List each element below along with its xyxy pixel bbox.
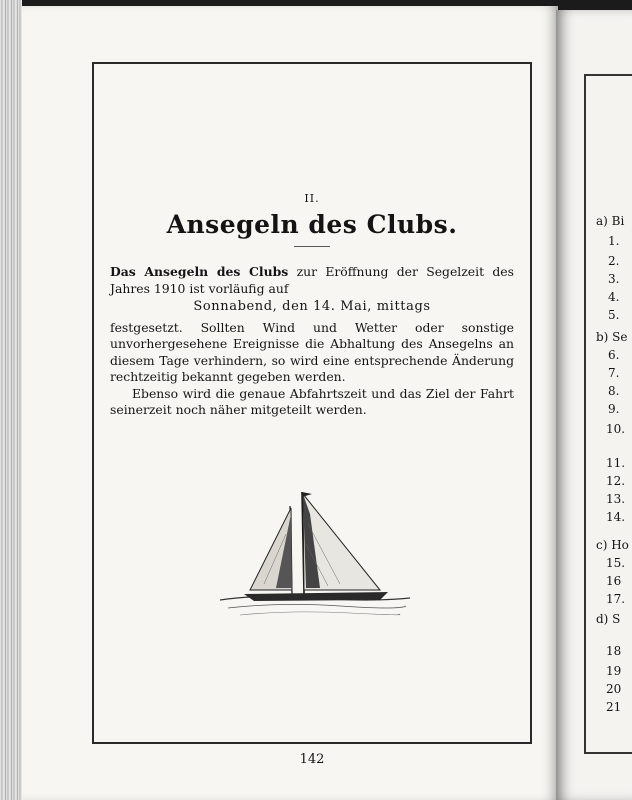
right-page-list-item: 10.: [606, 422, 626, 436]
right-page-frame-left: [584, 74, 586, 754]
right-page-list-item: 18: [606, 644, 622, 658]
right-page-frame-top: [584, 74, 632, 76]
right-page-list-item: 16: [606, 574, 622, 588]
sailboat-illustration: [220, 484, 410, 624]
right-page-list-item: 12.: [606, 474, 626, 488]
right-page-list-item: 15.: [606, 556, 626, 570]
left-page: [22, 6, 558, 800]
body-text: [110, 264, 514, 419]
paragraph-1-lead: Das Ansegeln des Clubs: [110, 264, 289, 279]
right-page-list-item: c) Ho: [596, 538, 629, 552]
right-page-list-item: 1.: [608, 234, 620, 248]
right-page-list-item: 7.: [608, 366, 620, 380]
right-page-list-item: 14.: [606, 510, 626, 524]
right-page-list-item: 6.: [608, 348, 620, 362]
date-line: Sonnabend, den 14. Mai, mittags: [193, 299, 431, 314]
right-page-list-item: a) Bi: [596, 214, 625, 228]
right-page-list-item: b) Se: [596, 330, 628, 344]
page-frame: [92, 62, 532, 767]
right-page-list-item: 2.: [608, 254, 620, 268]
right-page-list-item: 5.: [608, 308, 620, 322]
paragraph-1: [110, 264, 514, 297]
section-title: Ansegeln des Clubs.: [166, 210, 458, 239]
title-divider: [294, 246, 330, 247]
right-page-list-item: 3.: [608, 272, 620, 286]
right-page-list-item: 8.: [608, 384, 620, 398]
paragraph-2: festgesetzt. Sollten Wind und Wetter oder sonstige unvorhergesehene Ereignisse die Abhaltung des Ansegelns an diesem Tage verhindern, so wird eine entsprechende Änderung rechtzeitig bekannt gegeben werden.: [110, 319, 514, 384]
right-page-list-item: 11.: [606, 456, 626, 470]
book-edge-pages: [0, 0, 22, 800]
section-number: II.: [304, 192, 320, 205]
paragraph-1-rest: zur Eröffnung der Segelzeit des Jahres 1910 ist vorläufig auf: [110, 264, 514, 296]
right-page-list-item: 21: [606, 700, 622, 714]
right-page-list-item: 17.: [606, 592, 626, 606]
right-page-list-item: d) S: [596, 612, 621, 626]
right-page: [556, 10, 632, 800]
paragraph-3: Ebenso wird die genaue Abfahrtszeit und das Ziel der Fahrt seinerzeit noch näher mitgeteilt werden.: [110, 385, 514, 417]
right-page-list-item: 19: [606, 664, 622, 678]
right-page-frame-bottom: [584, 752, 632, 754]
right-page-list-item: 4.: [608, 290, 620, 304]
right-page-list-item: 9.: [608, 402, 620, 416]
page-number: 142: [299, 752, 325, 767]
right-page-list-item: 20: [606, 682, 622, 696]
right-page-list-item: 13.: [606, 492, 626, 506]
